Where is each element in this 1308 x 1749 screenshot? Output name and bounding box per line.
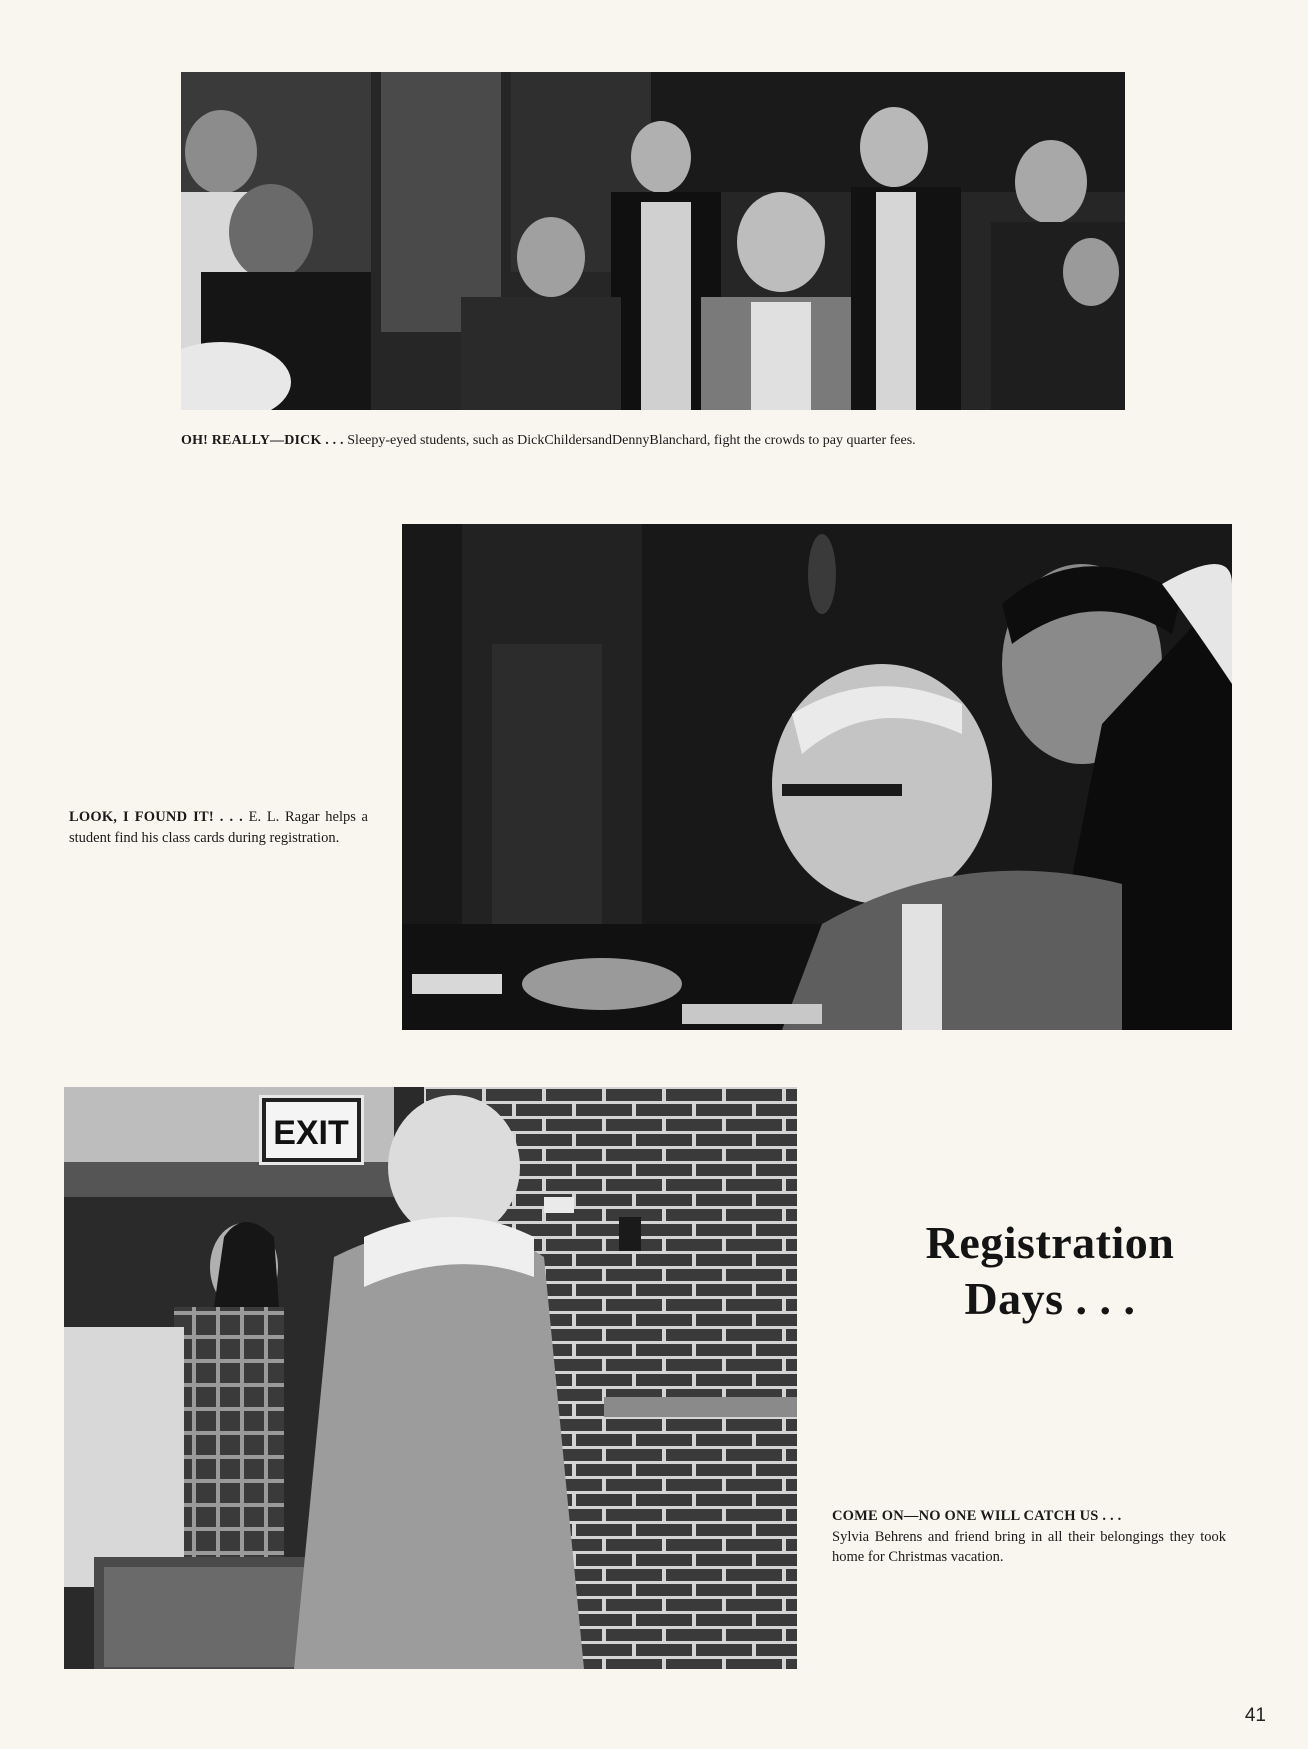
photo-sylvia-image [64, 1087, 797, 1669]
photo-ragar-image [402, 524, 1232, 1030]
heading-line-1: Registration [925, 1217, 1175, 1268]
photo-students-crowd [181, 72, 1125, 410]
page-number: 41 [1244, 1705, 1266, 1726]
photo-students-crowd-image [181, 72, 1125, 410]
caption-lead: COME ON—NO ONE WILL CATCH US . . . [832, 1508, 1122, 1524]
heading-line-2: Days . . . [964, 1273, 1136, 1325]
caption-body: Sleepy-eyed students, such as DickChildersandDennyBlanchard, fight the crowds to pay quarter fees. [347, 433, 916, 448]
caption-ragar [69, 807, 368, 848]
photo-ragar-helping-student [402, 524, 1232, 1030]
exit-sign-text: EXIT [273, 1114, 349, 1152]
page-heading [860, 1215, 1240, 1327]
caption-sylvia-behrens [832, 1506, 1226, 1568]
photo-sylvia-behrens [64, 1087, 797, 1669]
caption-body: E. L. Ragar helps a student find his class cards during registration. [69, 809, 368, 846]
caption-body: Sylvia Behrens and friend bring in all their belongings they took home for Christmas vacation. [832, 1528, 1226, 1566]
caption-lead: OH! REALLY—DICK . . . [181, 433, 344, 448]
caption-students-crowd [181, 431, 1125, 451]
caption-lead: LOOK, I FOUND IT! . . . [69, 809, 243, 825]
